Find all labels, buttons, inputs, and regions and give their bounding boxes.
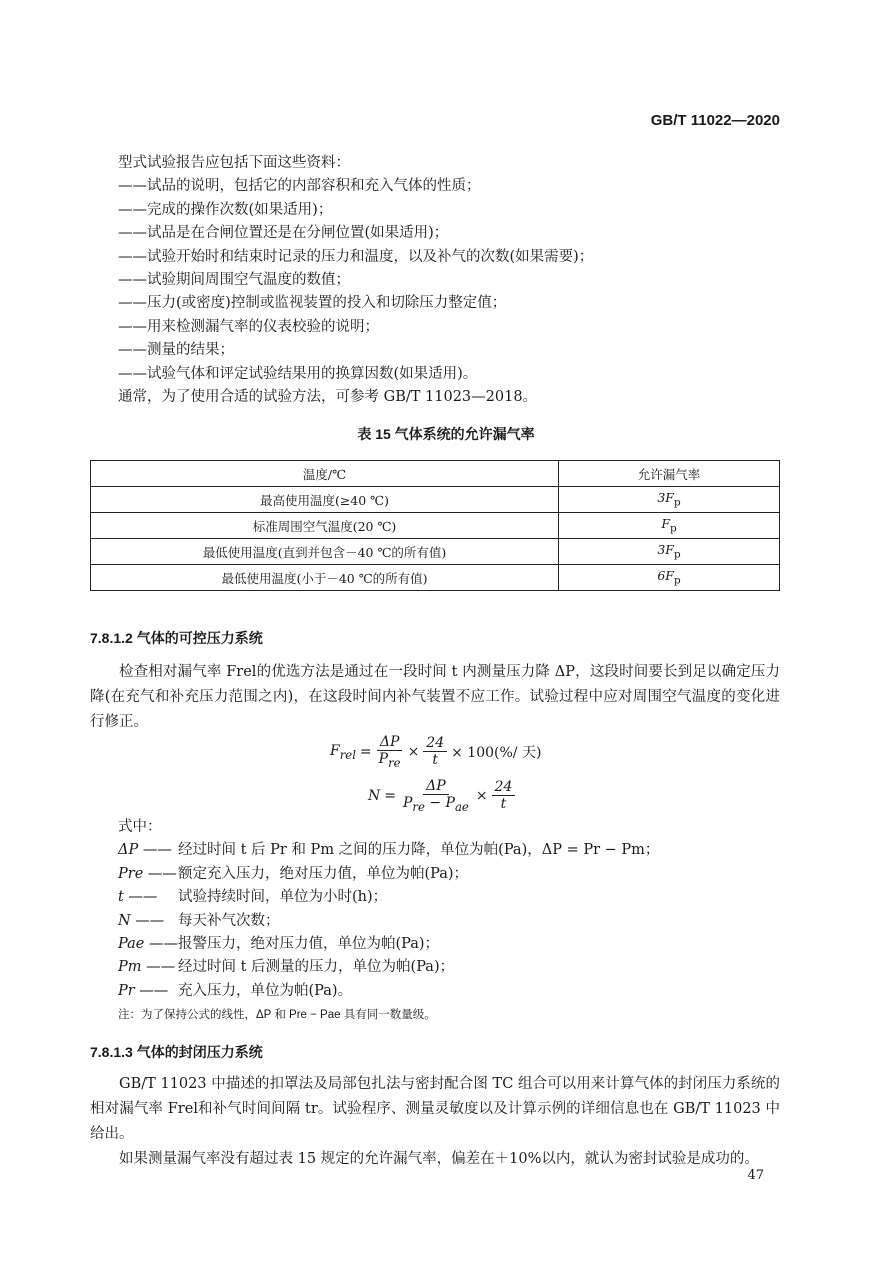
list-item: ——试品是在合闸位置还是在分闸位置(如果适用)； (118, 225, 449, 242)
closing-sentence: 通常，为了使用合适的试验方法，可参考 GB/T 11023—2018。 (118, 389, 538, 406)
paragraph-text: 检查相对漏气率 Frel的优选方法是通过在一段时间 t 内测量压力降 ΔP，这段时间要长到足以确定压力降(在充气和补充压力范围之内)，在这段时间内补气装置不应工作。试验过程中应对周围空气温度的变化进行修正。 (90, 664, 780, 730)
table-title: 表 15 气体系统的允许漏气率 (357, 426, 535, 442)
list-item: ——完成的操作次数(如果适用)； (118, 201, 333, 218)
definition-row: Pre —— 额定充入压力，绝对压力值，单位为帕(Pa)； (118, 865, 469, 882)
list-item: ——试验期间周围空气温度的数值； (118, 272, 350, 289)
report-contents-list (118, 152, 778, 409)
where-label: 式中： (118, 819, 162, 835)
standard-code: GB/T 11022—2020 (650, 112, 780, 129)
definition-row: ΔP —— 经过时间 t 后 Pr 和 Pm 之间的压力降，单位为帕(Pa)，ΔP = Pr − Pm； (118, 842, 660, 859)
table-header-row (91, 461, 780, 487)
table-row (91, 513, 780, 539)
definition-row: Pm —— 经过时间 t 后测量的压力，单位为帕(Pa)； (118, 959, 455, 976)
list-item: ——用来检测漏气率的仪表校验的说明； (118, 318, 379, 335)
table-cell: 最低使用温度(小于－40 ℃的所有值) (91, 565, 559, 591)
table-row (91, 487, 780, 513)
column-header: 允许漏气率 (559, 461, 780, 487)
section-heading: 7.8.1.3 气体的封闭压力系统 (90, 1044, 263, 1060)
formula-relative-leakage: $F_{rel}$ = $\frac{\Delta P}{P_{re}}$ × $\frac{24}{t}$ × 100(%/ 天) (330, 734, 542, 770)
paragraph-text: 如果测量漏气率没有超过表 15 规定的允许漏气率，偏差在＋10%以内，就认为密封试验是成功的。 (119, 1151, 759, 1167)
table-cell: $3F_p$ (559, 487, 780, 513)
list-item: ——试品的说明，包括它的内部容积和充入气体的性质； (118, 178, 481, 195)
table-cell: $3F_p$ (559, 539, 780, 565)
definition-row: Pr —— 充入压力，单位为帕(Pa)。 (118, 982, 353, 999)
list-item: ——压力(或密度)控制或监视装置的投入和切除压力整定值； (118, 295, 507, 312)
column-header: 温度/℃ (91, 461, 559, 487)
table-row (91, 565, 780, 591)
table-cell: 最低使用温度(直到并包含－40 ℃的所有值) (91, 539, 559, 565)
definition-row: Pae —— 报警压力，绝对压力值，单位为帕(Pa)； (118, 936, 440, 953)
definition-row: N —— 每天补气次数； (118, 912, 280, 929)
page-number: 47 (747, 1168, 764, 1183)
list-item: ——试验开始时和结束时记录的压力和温度，以及补气的次数(如果需要)； (118, 248, 594, 265)
note: 注：为了保持公式的线性，ΔP 和 Pre − Pae 具有同一数量级。 (118, 1009, 436, 1021)
table-cell: $6F_p$ (559, 565, 780, 591)
formula-refill-count: N = $\frac{\Delta P}{P_{re} - P_{ae}}$ × $\frac{24}{t}$ (368, 778, 515, 814)
table-cell: 标准周围空气温度(20 ℃) (91, 513, 559, 539)
symbol-definitions (118, 816, 778, 1003)
table-cell: 最高使用温度(≥40 ℃) (91, 487, 559, 513)
list-intro: 型式试验报告应包括下面这些资料： (118, 155, 350, 171)
table-cell: $F_p$ (559, 513, 780, 539)
table-row (91, 539, 780, 565)
list-item: ——试验气体和评定试验结果用的换算因数(如果适用)。 (118, 365, 478, 382)
section-paragraph (90, 1072, 780, 1172)
paragraph-text: GB/T 11023 中描述的扣罩法及局部包扎法与密封配合图 TC 组合可以用来计算气体的封闭压力系统的相对漏气率 Frel和补气时间间隔 tr。试验程序、测量灵敏度以及计算示例的详细信息也在 GB/T 11023 中给出。 (90, 1076, 780, 1142)
definition-row: t —— 试验持续时间，单位为小时(h)； (118, 889, 388, 906)
section-heading: 7.8.1.2 气体的可控压力系统 (90, 630, 263, 646)
list-item: ——测量的结果； (118, 342, 234, 359)
leakage-rate-table (90, 460, 780, 591)
section-paragraph (90, 660, 780, 735)
